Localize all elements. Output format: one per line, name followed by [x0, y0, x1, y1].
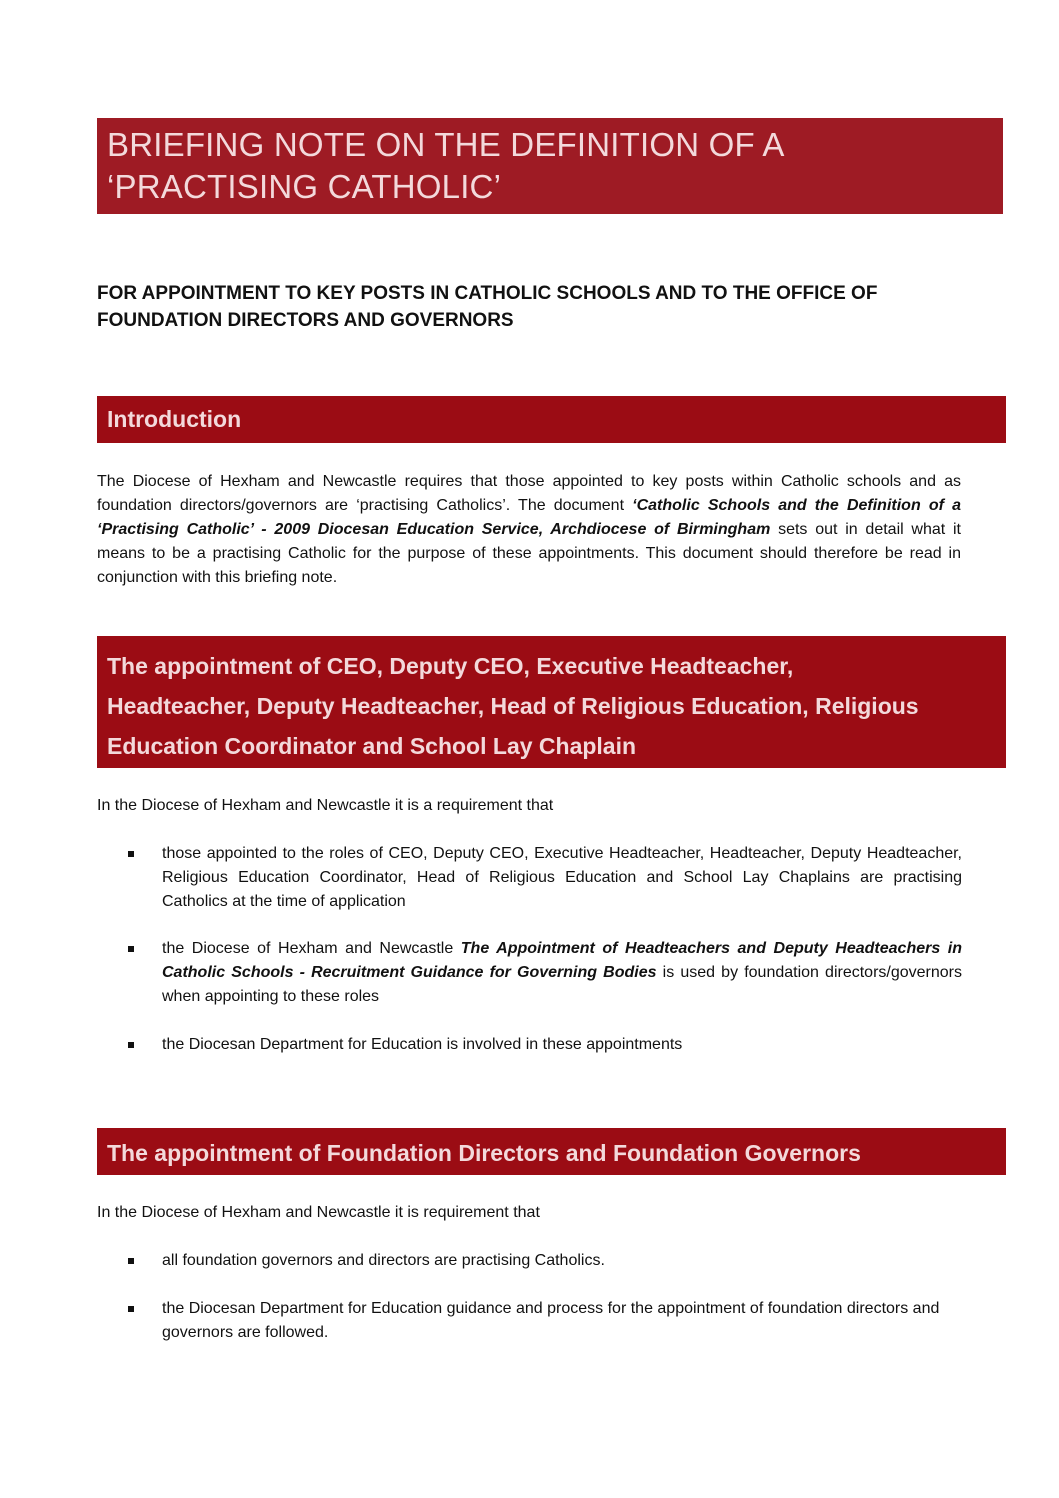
- section-header-key-posts: [97, 636, 1006, 768]
- list-item: [128, 842, 962, 914]
- bullet-text: the Diocesan Department for Education is involved in these appointments: [162, 1036, 683, 1053]
- section-heading-line2: Headteacher, Deputy Headteacher, Head of Religious Education, Religious: [107, 693, 919, 719]
- section-header-foundation: [97, 1128, 1006, 1175]
- section-heading: The appointment of Foundation Directors and Foundation Governors: [107, 1140, 861, 1166]
- bullet-icon: [128, 1306, 134, 1312]
- section-heading-line1: The appointment of CEO, Deputy CEO, Executive Headteacher,: [107, 653, 794, 679]
- bullet-text-part2: is used by foundation directors/governors when appointing to these roles: [162, 964, 963, 1005]
- list-item: [128, 1297, 962, 1345]
- section-header-introduction: [97, 396, 1006, 443]
- bullet-text-part1: the Diocese of Hexham and Newcastle: [162, 940, 461, 957]
- bullet-text: all foundation governors and directors are practising Catholics.: [162, 1252, 605, 1269]
- introduction-paragraph: [97, 470, 961, 590]
- foundation-lead: In the Diocese of Hexham and Newcastle it is requirement that: [97, 1204, 540, 1221]
- bullet-text: those appointed to the roles of CEO, Deputy CEO, Executive Headteacher, Headteacher, Deputy Headteacher, Religious Education Coordinator, Head of Religious Education and School Lay Chaplains are practising Catholics at the time of application: [162, 845, 962, 910]
- key-posts-lead: In the Diocese of Hexham and Newcastle it is a requirement that: [97, 797, 554, 814]
- list-item: [128, 937, 962, 1009]
- intro-document-reference: ‘Catholic Schools and the Definition of a ‘Practising Catholic’ - 2009 Diocesan Education Service, Archdiocese of Birmingham: [97, 497, 961, 538]
- section-heading-line3: Education Coordinator and School Lay Chaplain: [107, 733, 637, 759]
- bullet-icon: [128, 851, 134, 857]
- list-item: [128, 1033, 962, 1057]
- intro-text-part1: The Diocese of Hexham and Newcastle requires that those appointed to key posts within Catholic schools and as foundation directors/governors are ‘practising Catholics’. The document: [97, 473, 961, 514]
- bullet-icon: [128, 946, 134, 952]
- title-banner: [97, 118, 1003, 214]
- document-title: BRIEFING NOTE ON THE DEFINITION OF A ‘PRACTISING CATHOLIC’: [107, 126, 783, 205]
- bullet-icon: [128, 1042, 134, 1048]
- document-subtitle: FOR APPOINTMENT TO KEY POSTS IN CATHOLIC SCHOOLS AND TO THE OFFICE OF FOUNDATION DIRECTORS AND GOVERNORS: [97, 283, 878, 331]
- guidance-reference: The Appointment of Headteachers and Deputy Headteachers in Catholic Schools - Recruitment Guidance for Governing Bodies: [162, 940, 963, 981]
- list-item: [128, 1249, 962, 1273]
- intro-text-part2: sets out in detail what it means to be a practising Catholic for the purpose of these appointments. This document should therefore be read in conjunction with this briefing note.: [97, 521, 961, 586]
- bullet-text: the Diocesan Department for Education guidance and process for the appointment of foundation directors and governors are followed.: [162, 1300, 940, 1341]
- section-heading: Introduction: [107, 406, 242, 432]
- bullet-text: [162, 937, 962, 1009]
- bullet-icon: [128, 1258, 134, 1264]
